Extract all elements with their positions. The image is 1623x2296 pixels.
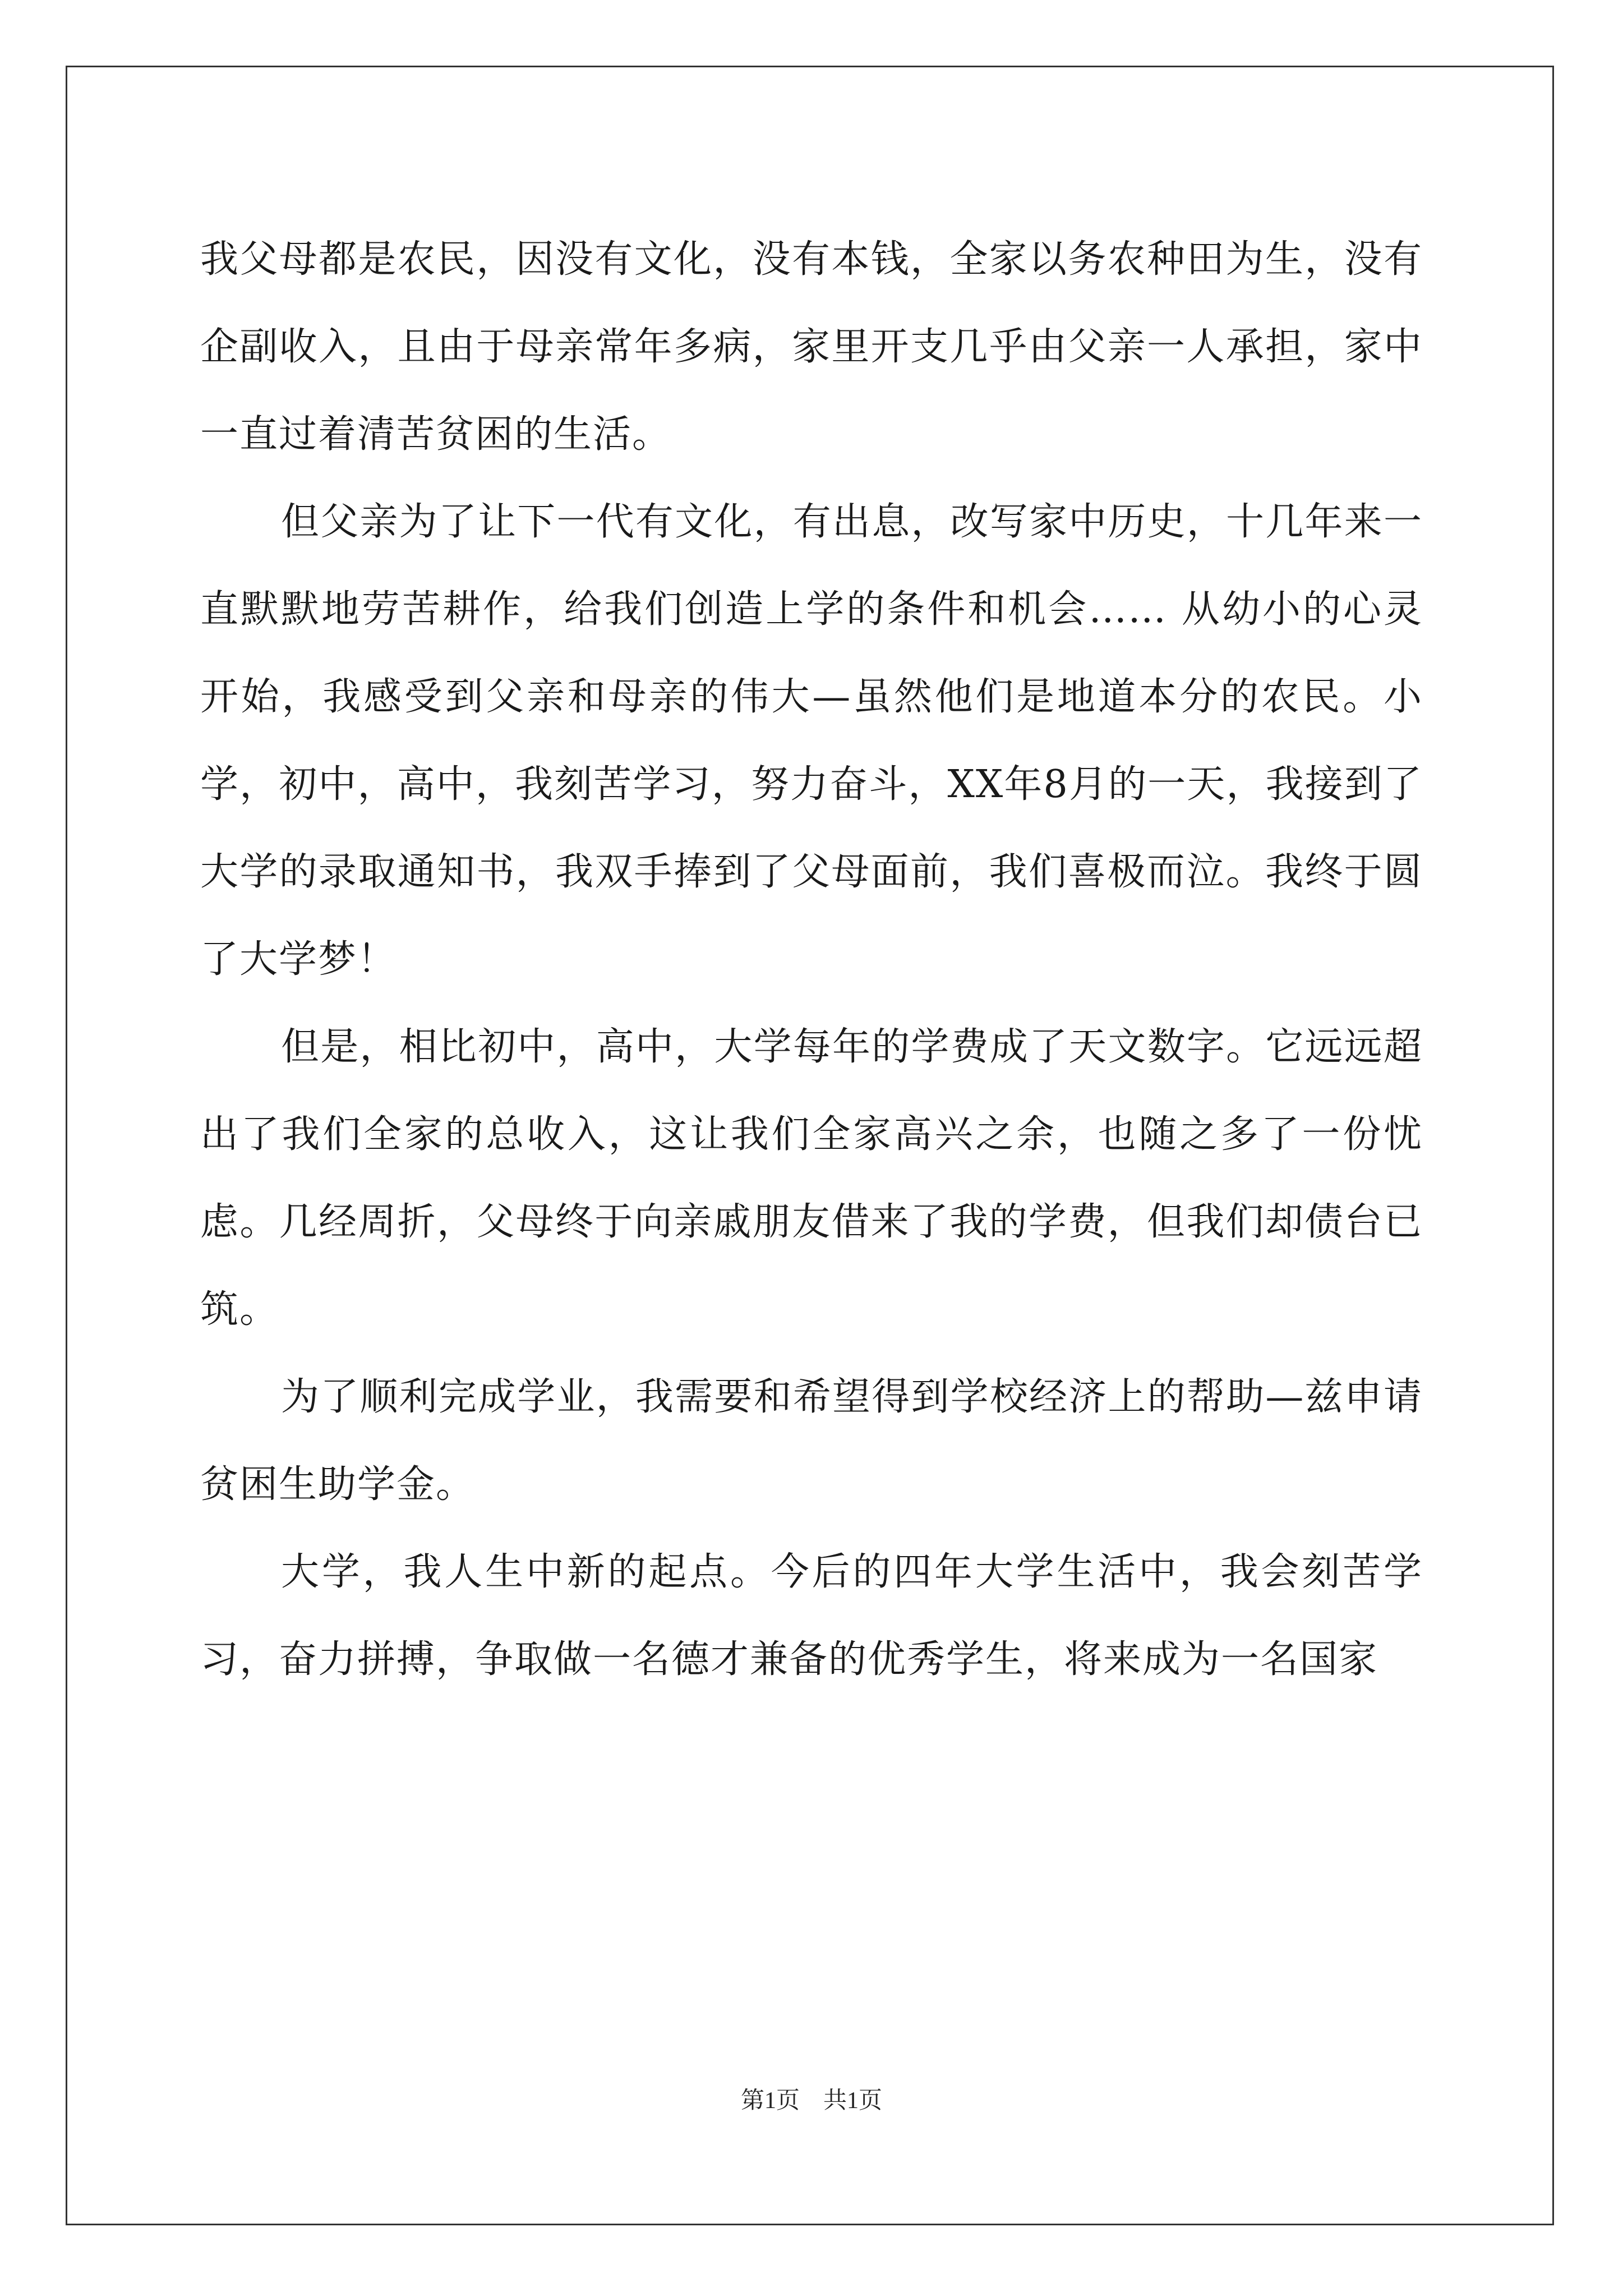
document-body <box>200 216 1423 1704</box>
paragraph-3: 但是，相比初中，高中，大学每年的学费成了天文数字。它远远超出了我们全家的总收入，这让我们全家高兴之余，也随之多了一份忧虑。几经周折，父母终于向亲戚朋友借来了我的学费，但我们却债台已筑。 <box>200 1025 1423 1332</box>
paragraph-1: 我父母都是农民，因没有文化，没有本钱，全家以务农种田为生，没有企副收入，且由于母亲常年多病，家里开支几乎由父亲一人承担，家中一直过着清苦贫困的生活。 <box>200 237 1423 457</box>
paragraph-5: 大学，我人生中新的起点。今后的四年大学生活中，我会刻苦学习，奋力拼搏，争取做一名德才兼备的优秀学生，将来成为一名国家 <box>200 1550 1423 1682</box>
page-number-footer: 第1页 共1页 <box>740 2088 882 2114</box>
paragraph-4: 为了顺利完成学业，我需要和希望得到学校经济上的帮助—兹申请贫困生助学金。 <box>200 1375 1423 1507</box>
paragraph-2: 但父亲为了让下一代有文化，有出息，改写家中历史，十几年来一直默默地劳苦耕作，给我们创造上学的条件和机会…… 从幼小的心灵开始，我感受到父亲和母亲的伟大—虽然他们是地道本分的农民。小学，初中，高中，我刻苦学习，努力奋斗，XX年8月的一天，我接到了 大学的录取通知书，我双手捧到了父母面前，我们喜极而泣。我终于圆了大学梦！ <box>200 500 1423 982</box>
